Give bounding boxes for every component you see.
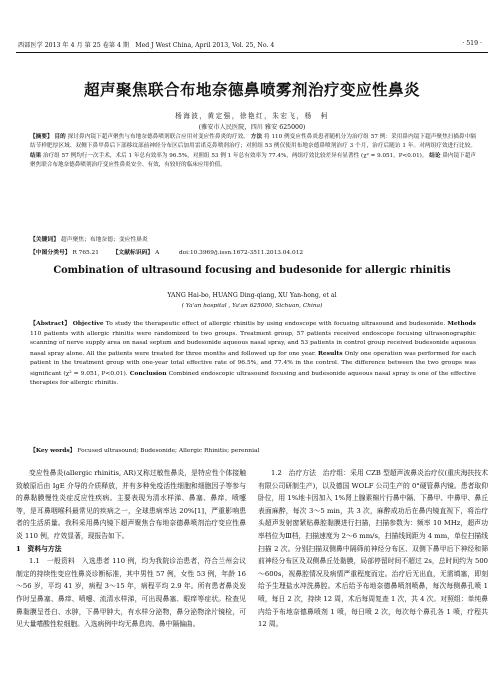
results-label-en: Results [318,349,343,357]
abstract-en [30,319,476,389]
conclusion-label-zh: 结论 [429,152,441,159]
keywords-en [30,445,476,454]
doc-code-label: 【文献标识码】 [112,250,154,256]
classification-line [30,247,476,256]
methods-zh: 将 110 例变应性鼻炎患者随机分为治疗组 57 例：采用鼻内镜下超声聚焦扫描鼻中隔结节样肥厚区域、双侧下鼻甲鼻后下部移纹部前神经分布区后加用雷诺克鼻喷剂治疗；对照组 53 例仅使用布地奈德鼻喷剂治疗 3 个月，治疗后随访 1 年。对两组疗效进行比较。 [30,134,476,150]
abstract-zh [30,133,476,170]
page-number: · 519 · [462,40,482,47]
clc-label: 【中图分类号】 [30,250,71,256]
doc-code-value: A [155,250,160,256]
header-rule [16,52,488,53]
affiliation-en: ( Ya'an hospital , Ya'an 625000, Sichuan, China) [181,303,323,309]
abstract-zh-label: 【摘要】 [30,134,53,140]
authors-en: YANG Hai-bo, HUANG Ding-qiang, XU Yan-hong, et al [167,292,337,299]
authors-zh: 杨海波，黄定强，徐艳红，朱宏飞，杨 柯 [175,112,329,120]
methods-label-en: Methods [447,320,476,327]
results-zh: 治疗组 57 例均行一次手术，术后 1 年总有效率为 96.5%，对照组 53 例 1 年总有效率为 77.4%，两组疗效比较差异有显著性 (χ² = 9.051，P<0.01)。 [43,152,428,159]
keywords-zh-label: 【关键词】 [30,237,59,243]
affiliation-zh: (雅安市人民医院，四川 雅安 625000) [198,124,306,131]
subsection-1-1: 1.1 一般资料 入选患者 110 例，均为我院诊治患者，符合兰州会议制定的持续性变应性鼻炎诊断标准，其中男性 57 例，女性 53 例，年龄 16～56 岁，平均 41 岁，病程 3～15 年，病程平均 2.9 年。所有患者鼻炎发作时呈鼻塞、鼻痒、喷嚏、流清水样涕，可出现鼻塞、眼痒等症状。检查见鼻黏膜呈苍白、水肿，下鼻甲肿大，有水样分泌物，鼻分泌物涂片镜检，可见大量嗜酸性粒细胞。入选病例中均无鼻息肉、鼻中隔偏曲。 [16,557,246,629]
methods-en: 110 patients with allergic rhinitis were randomized to two groups. Treatment group, 57 patients received endoscope focusing ultrasonographic scanning of nerve supply area on nasal septum and budesonide aqueous nasal spray, and 53 patients in control group received budesonide aqueous nasal spray alone. All the patients were treated for three months and followed up for one year. [30,330,476,357]
running-header: 西部医学 2013 年 4 月 第 25 卷第 4 期 Med J West China, April 2013, Vol. 25, No. 4 [18,42,275,49]
keywords-en-text: Focused ultrasound; Budesonide; Allergic Rhinitis; perennial [77,448,260,454]
abstract-en-label: 【Abstract】 [30,320,71,327]
conclusion-zh: 鼻内镜下超声聚焦联合布地奈德鼻喷剂治疗变应性鼻炎安全、有效，有较好的临床应用价值。 [30,152,476,168]
objective-en: To study the therapeutic effect of allergic rhinitis by using endoscope with focusing ultrasound and budesonide. [105,321,446,327]
section-heading: 1 资料与方法 [16,544,62,553]
methods-label-zh: 方法 [250,134,263,140]
intro-paragraph: 变应性鼻炎(allergic rhinitis, AR)又称过敏性鼻炎，是特应性个体接触致敏原后由 IgE 介导的介质释放，并有多种免疫活性细胞和细胞因子等参与的鼻黏膜慢性炎症反应性疾病。主要表现为清水样涕、鼻塞、鼻痒、喷嚏等，是耳鼻咽喉科最常见的疾病之一，全球患病率达 20%[1]，严重影响患者的生活质量。我科采用鼻内镜下超声聚焦合布地奈德鼻喷剂治疗变应性鼻炎 110 例，疗效显著，现报告如下。 [16,469,246,540]
keywords-zh [30,234,476,243]
results-label-zh: 结果 [30,152,42,159]
clc-value: R 765.21 [72,250,99,256]
objective-label-en: Objective [72,320,104,327]
subsection-1-2: 1.2 治疗方法 治疗组：采用 CZB 型超声波鼻炎治疗仪(重庆海扶技术有限公司研制生产)，以及德国 WOLF 公司生产的 0°硬管鼻内镜。患者取仰卧位，用 1%地卡因加入 1%肾上腺素棉片行鼻中隔、下鼻甲、中鼻甲、鼻丘表面麻醉，每次 3～5 min，共 3 次，麻醉成功后在鼻内镜直视下，将治疗头超声发射窗紧贴鼻腔黏膜进行扫描，扫描参数为：频率 10 MHz，超声功率档位为Ⅲ档，扫描速度为 2～6 mm/s，扫描线间距为 4 mm，单位扫描线扫描 2 次。分别扫描双侧鼻中隔筛前神经分布区、双侧下鼻甲后下神经和筛前神经分布区及双侧鼻丘处黏膜，局部停留时间不超过 2s，总时间约为 500～600s，视鼻腔情况及病情严重程度而定。治疗后无出血，无需填塞，即刻给予生理盐水冲洗鼻腔。术后给予布地奈德鼻喷剂喷鼻，每次每侧鼻孔喷 1 喷，每日 2 次，持续 12 周，术后每周复查 1 次，共 4 次。对照组：单纯鼻内给予布地奈德鼻喷剂 1 喷，每日喷 2 次，每次每个鼻孔各 1 喷，疗程共 12 周。 [258,469,488,629]
conclusion-en: Combined endoscopic ultrasound focusing and budesonide aqueous nasal spray is one of the effective therapies for allergic rhinitis. [30,370,476,386]
conclusion-label-en: Conclusion [129,369,167,377]
page-title: 超声聚焦联合布地奈德鼻喷雾剂治疗变应性鼻炎 [83,80,420,99]
objective-label-zh: 目的 [54,134,66,140]
keywords-en-label: 【Key words】 [30,447,76,454]
body-column-right [258,467,488,631]
doi: doi:10.3969/j.issn.1672-3511.2013.04.012 [178,250,304,256]
results-en: Only one operation was performed for each patient in the treatment group with one-year total effective rate of 96.5%, and 77.4% in the control. The difference between the two groups was significant (χ² = 9.051, P<0.01). [30,350,477,377]
body-column-left [16,467,246,631]
title-en: Combination of ultrasound focusing and budesonide for allergic rhinitis [53,265,451,276]
objective-zh: 探讨鼻内镜下超声聚焦与布地奈德鼻喷剂联合应用对变应性鼻炎的疗效。 [67,134,249,140]
keywords-zh-text: 超声聚焦；布地奈德；变应性鼻炎 [60,237,148,243]
